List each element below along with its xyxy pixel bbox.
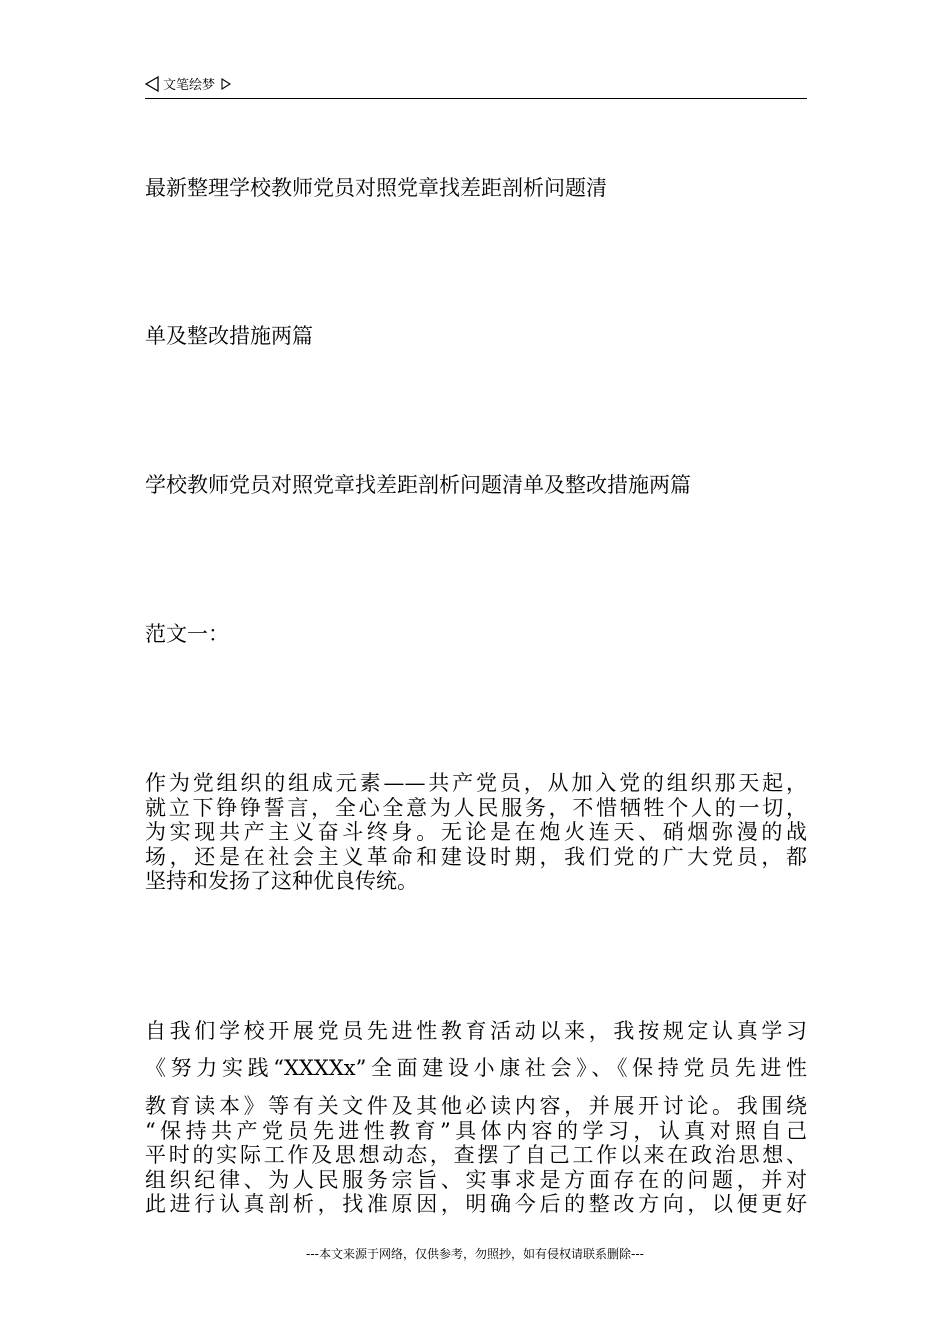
paragraph-line: 自我们学校开展党员先进性教育活动以来，我按规定认真学习 <box>145 1019 807 1043</box>
paragraph-line: 场，还是在社会主义革命和建设时期，我们党的广大党员，都 <box>145 844 807 869</box>
paragraph-2-line-2 <box>145 1056 807 1081</box>
paragraph-line: 作为党组织的组成元素——共产党员，从加入党的组织那天起， <box>145 771 807 795</box>
paragraph-1 <box>145 771 807 894</box>
paragraph-2-rest <box>145 1094 807 1217</box>
paragraph-line: 坚持和发扬了这种优良传统。 <box>145 869 418 893</box>
paragraph-line: 《努力实践“XXXXx”全面建设小康社会》、《保持党员先进性 <box>145 1056 807 1080</box>
document-title-line-1: 最新整理学校教师党员对照党章找差距剖析问题清 <box>145 176 607 200</box>
paragraph-line: 教育读本》等有关文件及其他必读内容，并展开讨论。我围绕 <box>145 1094 807 1118</box>
paragraph-2-line-1 <box>145 1019 807 1044</box>
paragraph-line: 平时的实际工作及思想动态，查摆了自己工作以来在政治思想、 <box>145 1143 807 1167</box>
paragraph-line: 就立下铮铮誓言，全心全意为人民服务，不惜牺牲个人的一切， <box>145 795 807 820</box>
paragraph-line: 此进行认真剖析，找准原因，明确今后的整改方向，以便更好 <box>145 1192 807 1216</box>
page-header <box>145 72 807 99</box>
header-title: 文笔绘梦 <box>163 78 216 93</box>
document-subtitle: 学校教师党员对照党章找差距剖析问题清单及整改措施两篇 <box>145 473 691 497</box>
paragraph-line: 组织纪律、为人民服务宗旨、实事求是方面存在的问题，并对 <box>145 1167 807 1192</box>
section-label: 范文一： <box>145 622 229 646</box>
left-triangle-icon <box>145 76 159 92</box>
footer-disclaimer: ---本文来源于网络，仅供参考，勿照抄，如有侵权请联系删除--- <box>306 1247 644 1261</box>
document-title-line-2: 单及整改措施两篇 <box>145 324 313 348</box>
header-brand <box>145 74 231 93</box>
right-triangle-icon <box>221 78 231 90</box>
paragraph-line: “保持共产党员先进性教育”具体内容的学习，认真对照自己 <box>145 1118 807 1143</box>
paragraph-line: 为实现共产主义奋斗终身。无论是在炮火连天、硝烟弥漫的战 <box>145 820 807 844</box>
